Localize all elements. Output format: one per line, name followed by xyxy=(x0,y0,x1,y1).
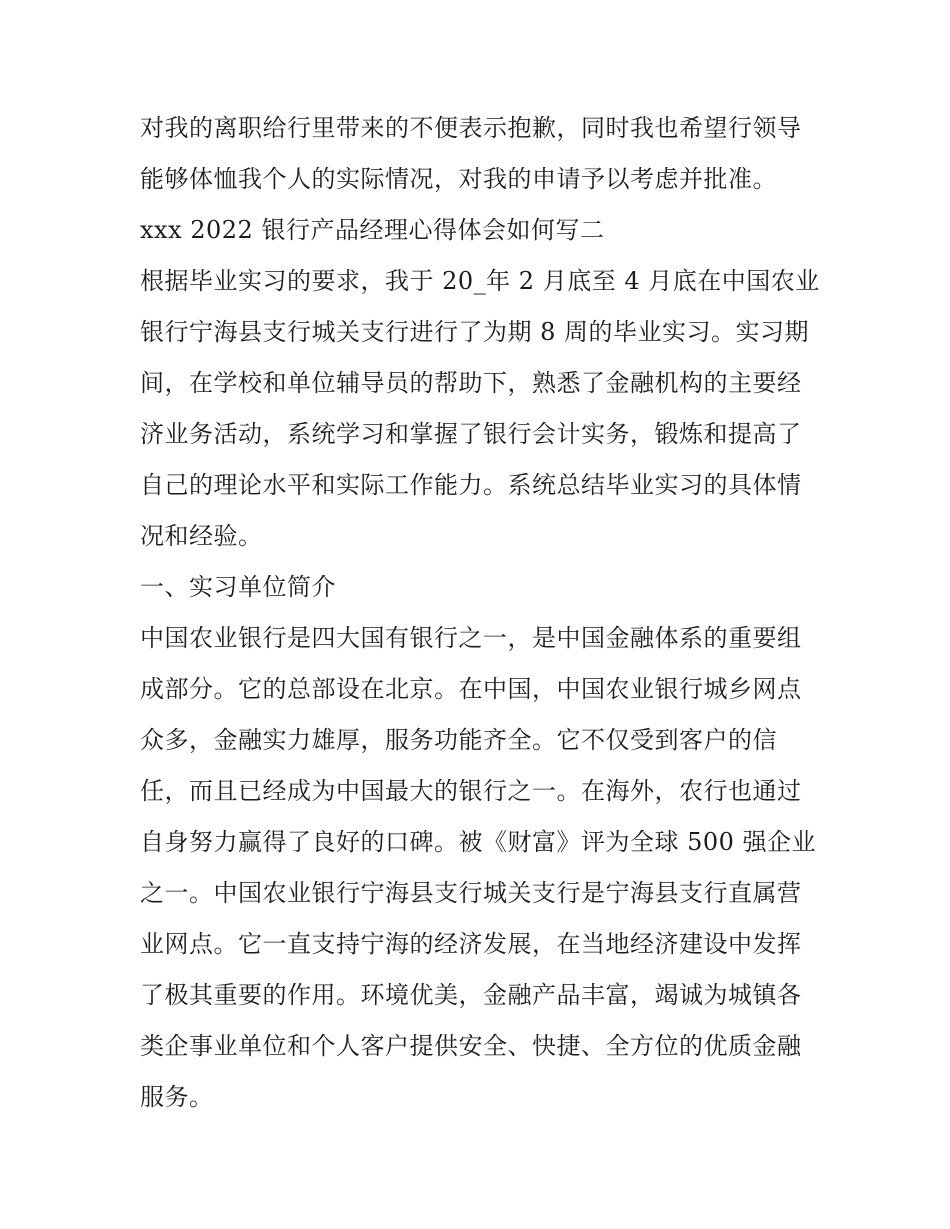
text-line: 银行宁海县支行城关支行进行了为期 8 周的毕业实习。实习期 xyxy=(140,318,810,346)
text-line: 自己的理论水平和实际工作能力。系统总结毕业实习的具体情 xyxy=(140,471,802,499)
text-line: 况和经验。 xyxy=(140,522,263,550)
text-line: 服务。 xyxy=(140,1083,214,1111)
section-title xyxy=(140,205,820,256)
text-line: xxx 2022 银行产品经理心得体会如何写二 xyxy=(140,216,605,244)
text-line: 类企事业单位和个人客户提供安全、快捷、全方位的优质金融 xyxy=(140,1032,802,1060)
text-line: 一、实习单位简介 xyxy=(140,573,336,601)
document-body xyxy=(140,103,820,1123)
text-line: 了极其重要的作用。环境优美，金融产品丰富，竭诚为城镇各 xyxy=(140,981,802,1009)
text-line: 成部分。它的总部设在北京。在中国，中国农业银行城乡网点 xyxy=(140,675,802,703)
text-line: 业网点。它一直支持宁海的经济发展，在当地经济建设中发挥 xyxy=(140,930,802,958)
closing-paragraph xyxy=(140,103,820,205)
subsection-heading xyxy=(140,562,820,613)
text-line: 众多，金融实力雄厚，服务功能齐全。它不仅受到客户的信 xyxy=(140,726,777,754)
bank-intro-paragraph xyxy=(140,613,820,1123)
intro-paragraph xyxy=(140,256,820,562)
text-line: 对我的离职给行里带来的不便表示抱歉，同时我也希望行领导 xyxy=(140,114,802,142)
text-line: 根据毕业实习的要求，我于 20_年 2 月底至 4 月底在中国农业 xyxy=(140,267,820,295)
text-line: 之一。中国农业银行宁海县支行城关支行是宁海县支行直属营 xyxy=(140,879,802,907)
text-line: 能够体恤我个人的实际情况，对我的申请予以考虑并批准。 xyxy=(140,165,777,193)
text-line: 济业务活动，系统学习和掌握了银行会计实务，锻炼和提高了 xyxy=(140,420,802,448)
text-line: 任，而且已经成为中国最大的银行之一。在海外，农行也通过 xyxy=(140,777,802,805)
text-line: 自身努力赢得了良好的口碑。被《财富》评为全球 500 强企业 xyxy=(140,828,817,856)
text-line: 中国农业银行是四大国有银行之一，是中国金融体系的重要组 xyxy=(140,624,802,652)
text-line: 间，在学校和单位辅导员的帮助下，熟悉了金融机构的主要经 xyxy=(140,369,802,397)
